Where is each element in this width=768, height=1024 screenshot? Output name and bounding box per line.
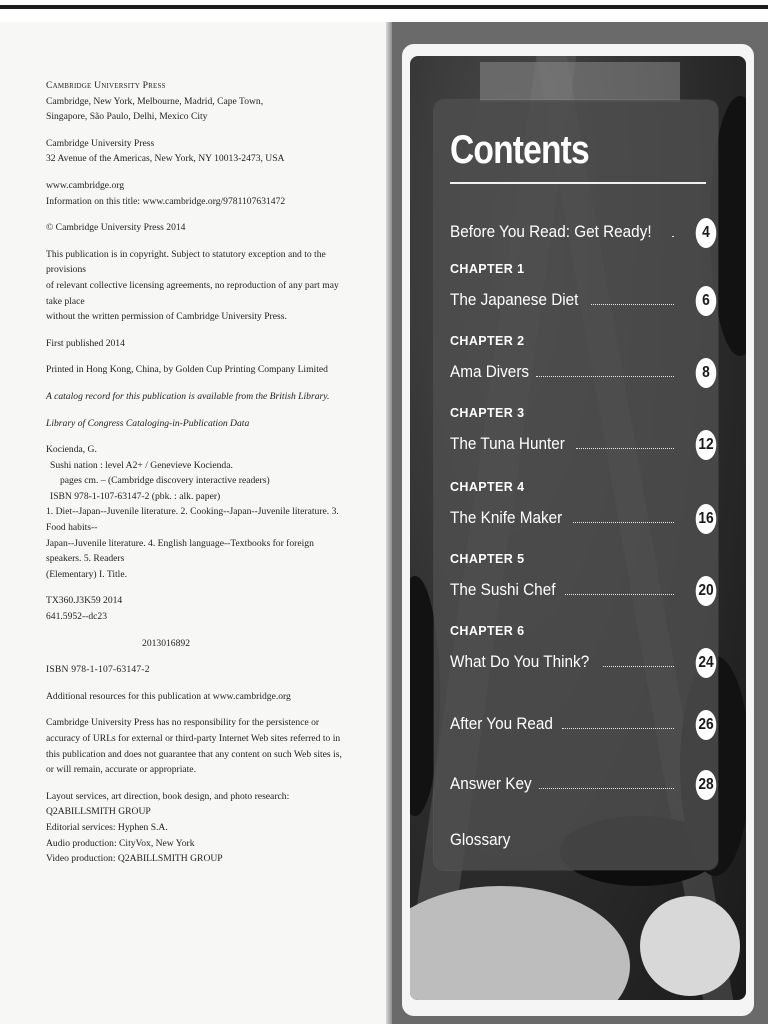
page-number-badge: 24: [696, 648, 717, 678]
toc-leader-dots: [603, 656, 674, 667]
toc-leader-dots: [562, 718, 674, 729]
toc-lead: [450, 830, 674, 850]
publisher-name-2: Cambridge University Press: [46, 137, 155, 149]
page-number-badge: 8: [696, 358, 717, 388]
chapter-label: CHAPTER 3: [450, 406, 525, 420]
toc-title: The Japanese Diet: [450, 290, 579, 309]
toc-lead: [450, 434, 674, 454]
heading-rule: [450, 182, 706, 184]
additional-resources: Additional resources for this publication at www.cambridge.org: [46, 690, 291, 702]
toc-entry-chapter-3[interactable]: [450, 406, 714, 460]
chapter-label: CHAPTER 6: [450, 624, 525, 638]
chapter-label: CHAPTER 5: [450, 552, 525, 566]
imprint-text: [46, 78, 346, 867]
toc-leader-dots: [672, 226, 674, 237]
toc-lead: [450, 222, 674, 242]
toc-lead: [450, 580, 674, 600]
page-number-badge: 16: [696, 504, 717, 534]
loc-data-heading: Library of Congress Cataloging-in-Publication Data: [46, 417, 250, 429]
lccn-number: 2013016892: [142, 637, 190, 649]
page-number-badge: 20: [696, 576, 717, 606]
disclaimer-line-2: accuracy of URLs for external or third-party Internet Web sites referred to in: [46, 733, 341, 744]
toc-lead: [450, 714, 674, 734]
copyright-line: © Cambridge University Press 2014: [46, 222, 186, 234]
toc-title: The Sushi Chef: [450, 580, 556, 599]
toc-title: Ama Divers: [450, 362, 530, 381]
subjects-line-1: 1. Diet--Japan--Juvenile literature. 2. Cooking--Japan--Juvenile literature. 3. Food habits--: [46, 506, 339, 534]
classification-1: TX360.J3K59 2014: [46, 595, 123, 607]
page-number-badge: 26: [696, 710, 717, 740]
contents-panel: [434, 100, 718, 870]
toc-title: After You Read: [450, 714, 553, 733]
toc-lead: [450, 290, 674, 310]
page-number-badge: 6: [696, 286, 717, 316]
author-line: Kocienda, G.: [46, 444, 97, 456]
toc-leader-dots: [539, 778, 674, 789]
isbn-line: ISBN 978-1-107-63147-2: [46, 664, 150, 676]
toc-entry-chapter-1[interactable]: [450, 262, 714, 316]
rights-line-3: without the written permission of Cambridge University Press.: [46, 311, 287, 323]
toc-entry-chapter-2[interactable]: [450, 334, 714, 388]
credits-video: Video production: Q2ABILLSMITH GROUP: [46, 853, 223, 865]
toc-title: Before You Read: Get Ready!: [450, 222, 652, 241]
toc-lead: [450, 508, 674, 528]
page-number-badge: 28: [696, 770, 717, 800]
toc-entry-chapter-5[interactable]: [450, 552, 714, 606]
page-number-badge: 4: [696, 218, 717, 248]
chapter-label: CHAPTER 1: [450, 262, 525, 276]
credits-audio: Audio production: CityVox, New York: [46, 837, 195, 849]
rights-line-1: This publication is in copyright. Subject to statutory exception and to the provisions: [46, 248, 326, 276]
chapter-label: CHAPTER 2: [450, 334, 525, 348]
disclaimer-line-3: this publication and does not guarantee that any content on such Web sites is,: [46, 748, 342, 760]
page-top-edge: [0, 0, 768, 22]
subjects-line-2: Japan--Juvenile literature. 4. English language--Textbooks for foreign speakers. 5. Readers: [46, 537, 314, 565]
catalog-record: A catalog record for this publication is available from the British Library.: [46, 390, 330, 402]
credits-editorial: Editorial services: Hyphen S.A.: [46, 821, 168, 833]
toc-entry-answer-key[interactable]: [450, 756, 714, 800]
toc-title: Glossary: [450, 830, 511, 849]
toc-title: The Knife Maker: [450, 508, 563, 527]
toc-leader-dots: [536, 366, 674, 377]
title-line: Sushi nation : level A2+ / Genevieve Kocienda.: [50, 459, 233, 471]
toc-lead: [450, 362, 674, 382]
toc-entry-glossary[interactable]: [450, 812, 714, 856]
toc-entry-chapter-6[interactable]: [450, 624, 714, 678]
toc-title: Answer Key: [450, 774, 532, 793]
credits-layout: Layout services, art direction, book design, and photo research: Q2ABILLSMITH GROUP: [46, 790, 290, 818]
toc-leader-dots: [573, 512, 674, 523]
chapter-label: CHAPTER 4: [450, 480, 525, 494]
contents-page: [392, 22, 768, 1024]
first-published: First published 2014: [46, 337, 125, 349]
imprint-page: [0, 22, 388, 1024]
toc-leader-dots: [565, 584, 674, 595]
pages-line: pages cm. – (Cambridge discovery interactive readers): [60, 475, 270, 487]
publisher-address: 32 Avenue of the Americas, New York, NY 10013-2473, USA: [46, 153, 285, 165]
toc-entry-chapter-4[interactable]: [450, 480, 714, 534]
disclaimer-line-1: Cambridge University Press has no responsibility for the persistence or: [46, 717, 320, 729]
publisher-website: www.cambridge.org: [46, 179, 125, 191]
toc-title: The Tuna Hunter: [450, 434, 565, 453]
classification-2: 641.5952--dc23: [46, 611, 108, 623]
printed-in: Printed in Hong Kong, China, by Golden Cup Printing Company Limited: [46, 364, 328, 376]
isbn-pbk-line: ISBN 978-1-107-63147-2 (pbk. : alk. paper): [50, 490, 221, 502]
toc-lead: [450, 774, 674, 794]
disclaimer-line-4: or will remain, accurate or appropriate.: [46, 764, 196, 776]
subjects-line-3: (Elementary) I. Title.: [46, 568, 127, 580]
toc-leader-dots: [576, 438, 674, 449]
publisher-name: Cambridge University Press: [46, 80, 166, 91]
rights-line-2: of relevant collective licensing agreements, no reproduction of any part may take place: [46, 279, 339, 307]
title-info-url: Information on this title: www.cambridge.org/9781107631472: [46, 195, 286, 207]
contents-heading: Contents: [450, 128, 589, 172]
toc-title: What Do You Think?: [450, 652, 590, 671]
toc-lead: [450, 652, 674, 672]
publisher-cities-1: Cambridge, New York, Melbourne, Madrid, Cape Town,: [46, 95, 264, 107]
toc-entry-after-you-read[interactable]: [450, 696, 714, 740]
toc-leader-dots: [591, 294, 674, 305]
publisher-cities-2: Singapore, São Paulo, Delhi, Mexico City: [46, 111, 208, 123]
toc-entry-before-you-read[interactable]: [450, 204, 714, 248]
page-number-badge: 12: [696, 430, 717, 460]
